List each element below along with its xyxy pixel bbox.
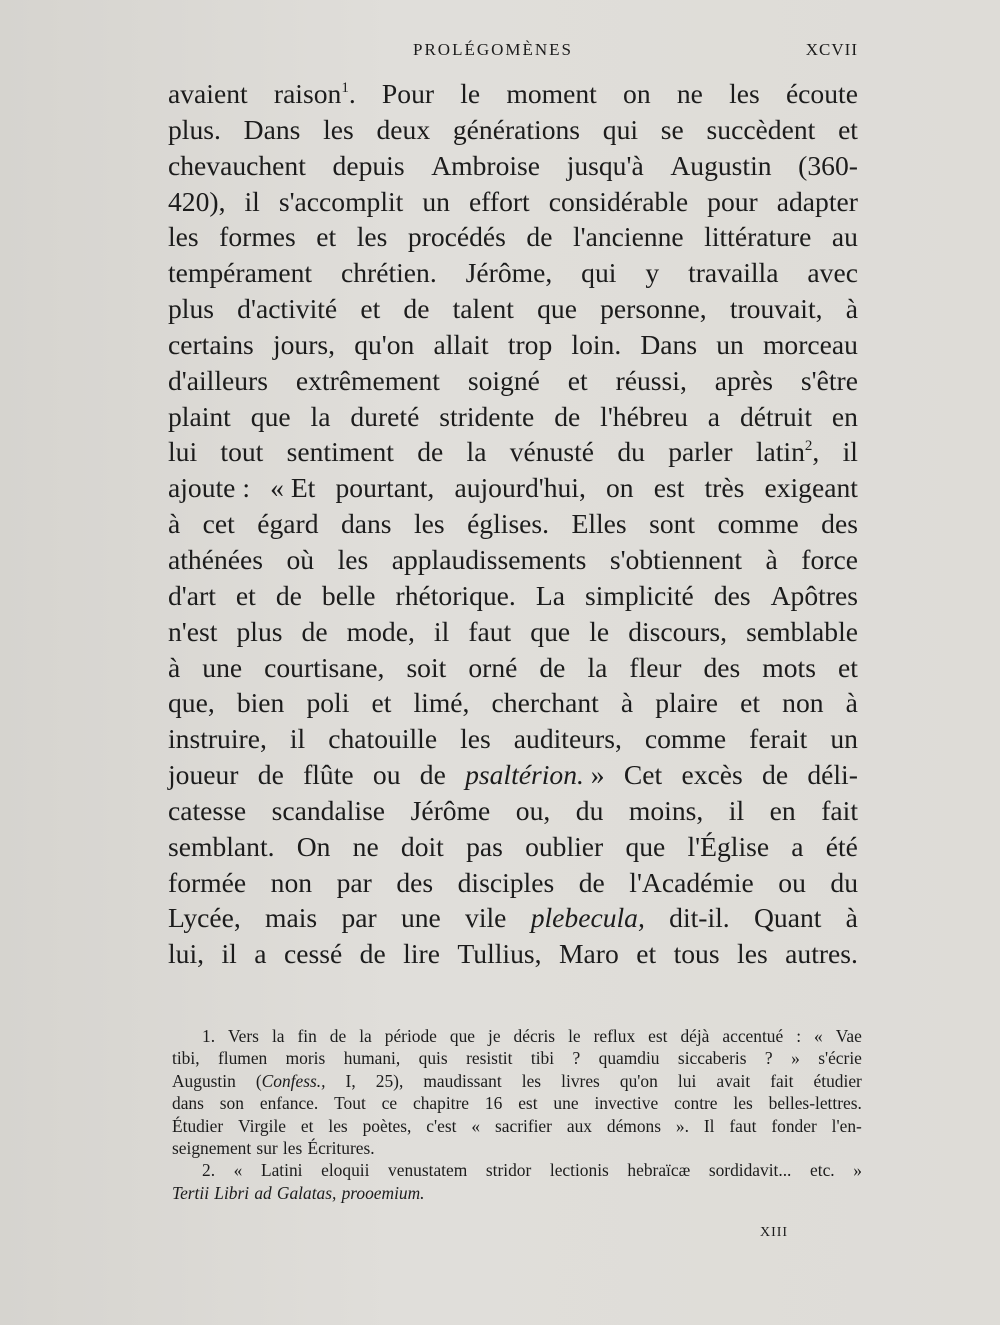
word: Pour <box>381 78 435 109</box>
word: en <box>831 400 858 432</box>
word: et <box>838 113 858 145</box>
text-line <box>168 829 858 865</box>
word: depuis <box>332 149 405 181</box>
word: pour <box>707 185 758 217</box>
word: oublier <box>525 830 604 862</box>
word: églises. <box>467 508 550 540</box>
word: belle <box>321 579 376 611</box>
word: de <box>539 651 566 683</box>
word: la <box>587 651 608 683</box>
word: à <box>845 687 858 719</box>
word: dans <box>340 508 392 540</box>
word: a <box>707 400 721 432</box>
word: ne <box>676 78 703 109</box>
word: mais <box>265 902 318 934</box>
word: dureté <box>350 400 420 432</box>
word: La <box>535 579 565 611</box>
text-line <box>168 900 858 936</box>
word: Jérôme <box>410 794 491 826</box>
word: formes <box>219 221 296 253</box>
word: que <box>530 615 571 647</box>
word: de <box>301 615 328 647</box>
word: trop <box>507 328 553 360</box>
word: exigeant <box>764 472 858 504</box>
word: le <box>460 78 481 109</box>
text-line <box>168 506 858 542</box>
word: Ambroise <box>431 149 541 181</box>
word: catesse <box>168 794 247 826</box>
word: les <box>337 543 369 575</box>
word: ou, <box>515 794 551 826</box>
word: vile <box>465 902 507 934</box>
word: à <box>845 293 858 325</box>
word: parler <box>668 436 733 468</box>
word: Dans <box>640 328 698 360</box>
word: écoute <box>785 78 858 109</box>
word: où <box>286 543 315 575</box>
word: que <box>625 830 666 862</box>
word: il <box>289 723 306 755</box>
word: jours, <box>272 328 336 360</box>
word: de <box>578 866 605 898</box>
word: a <box>791 830 804 862</box>
word: et <box>837 651 858 683</box>
text-line <box>168 578 858 614</box>
word: les <box>460 723 491 755</box>
main-text <box>168 76 858 972</box>
word: « Et <box>270 472 316 504</box>
word: bien <box>236 687 285 719</box>
word: n'est <box>168 615 218 647</box>
word: au <box>831 221 858 253</box>
word: lire <box>403 938 440 970</box>
word: la <box>310 400 331 432</box>
word: s'obtiennent <box>609 543 743 575</box>
word: il <box>728 794 745 826</box>
word: des <box>396 866 434 898</box>
word: déli- <box>807 759 858 791</box>
text-line <box>168 685 858 721</box>
word: courtisane, <box>264 651 385 683</box>
word: est <box>653 472 685 504</box>
word: semblable <box>746 615 858 647</box>
word: athénées <box>168 543 263 575</box>
word: les <box>168 221 199 253</box>
word: de <box>403 293 430 325</box>
word: à <box>168 508 181 540</box>
word: du <box>617 436 645 468</box>
word: se <box>660 113 684 145</box>
footnote-line: tibi, flumen moris humani, quis resistit tibi ? quamdiu siccaberis ? » s'écrie <box>172 1048 862 1069</box>
word: à <box>168 651 181 683</box>
text-line <box>168 399 858 435</box>
word: rhétorique. <box>395 579 516 611</box>
word: aujourd'hui, <box>454 472 586 504</box>
word: d'ailleurs <box>168 364 268 396</box>
word: orné <box>468 651 518 683</box>
word: égard <box>257 508 319 540</box>
word: il <box>433 615 450 647</box>
word: fleur <box>629 651 682 683</box>
word: lui, <box>168 938 205 970</box>
word: Augustin <box>670 149 772 181</box>
word: que <box>537 293 577 325</box>
word: travailla <box>688 257 779 289</box>
word: soit <box>406 651 447 683</box>
word: une <box>202 651 243 683</box>
word: jusqu'à <box>566 149 644 181</box>
text-line <box>168 184 858 220</box>
footnotes <box>172 1025 862 1204</box>
signature-mark: XIII <box>760 1225 789 1240</box>
text-line <box>168 327 858 363</box>
footnote-line: Tertii Libri ad Galatas, prooemium. <box>172 1182 425 1203</box>
text-line <box>168 542 858 578</box>
text-line <box>168 936 858 972</box>
word: on <box>623 78 651 109</box>
word: cessé <box>283 938 343 970</box>
running-head <box>168 40 858 64</box>
word: d'activité <box>237 293 338 325</box>
word: poli <box>306 687 350 719</box>
word: et <box>360 293 381 325</box>
footnote-line: Augustin (Confess., I, 25), maudissant les livres qu'on lui avait fait étudier <box>172 1070 862 1091</box>
word: a <box>254 938 267 970</box>
word: lui <box>168 436 198 468</box>
word: Quant <box>753 902 822 934</box>
word: les <box>729 78 760 109</box>
word: deux <box>376 113 431 145</box>
word: Apôtres <box>770 579 858 611</box>
word: faut <box>468 615 512 647</box>
word: effort <box>468 185 530 217</box>
word: et <box>371 687 392 719</box>
text-line <box>168 470 858 506</box>
word: allait <box>433 328 489 360</box>
text-line <box>168 112 858 148</box>
word: auditeurs, <box>513 723 622 755</box>
word: des <box>713 579 751 611</box>
word: Cet <box>623 759 663 791</box>
word: il <box>244 185 260 217</box>
word: Maro <box>558 938 619 970</box>
word: ou <box>372 759 401 791</box>
word: pourtant, <box>335 472 435 504</box>
text-line <box>168 76 858 112</box>
word: morceau <box>762 328 858 360</box>
word: limé, <box>413 687 470 719</box>
running-title: PROLÉGOMÈNES <box>413 40 574 59</box>
footnote-line: Étudier Virgile et les poètes, c'est « sacrifier aux démons ». Il faut fonder l'en- <box>172 1115 862 1136</box>
word: applaudissements <box>391 543 587 575</box>
word: et <box>567 364 588 396</box>
text-line <box>168 757 858 793</box>
word: plaire <box>655 687 719 719</box>
word: excès <box>681 759 743 791</box>
word: psaltérion. » <box>465 759 605 791</box>
word: Dans <box>243 113 301 145</box>
word: qu'on <box>354 328 415 360</box>
footnote-line: 1. Vers la fin de la période que je décris le reflux est déjà accentué : « Vae <box>202 1026 862 1046</box>
word: moins, <box>628 794 704 826</box>
word: trouvait, <box>729 293 823 325</box>
word: pas <box>466 830 503 862</box>
word: ferait <box>749 723 808 755</box>
word: plaint <box>168 400 231 432</box>
word: formée <box>168 866 247 898</box>
text-line <box>168 793 858 829</box>
word: adapter <box>776 185 858 217</box>
footnote-line: seignement sur les Écritures. <box>172 1137 375 1158</box>
word: moment <box>506 78 597 109</box>
word: de <box>762 759 789 791</box>
word: après <box>714 364 773 396</box>
word: loin. <box>571 328 622 360</box>
word: mots <box>762 651 816 683</box>
word: l'hébreu <box>600 400 688 432</box>
word: mode, <box>346 615 415 647</box>
word: (360- <box>798 149 858 181</box>
word: plus <box>168 293 214 325</box>
word: il <box>842 436 858 468</box>
text-line <box>168 363 858 399</box>
word: scandalise <box>271 794 386 826</box>
word: dit-il. <box>669 902 730 934</box>
footnote-line: 2. « Latini eloquii venustatem stridor lectionis hebraïcæ sordidavit... etc. » <box>202 1160 862 1181</box>
word: ou <box>778 866 806 898</box>
word: d'art <box>168 579 216 611</box>
word: du <box>575 794 604 826</box>
word: les <box>737 938 768 970</box>
word: Jérôme, <box>465 257 553 289</box>
word: raison$^1$. <box>273 78 356 109</box>
word: fait <box>821 794 858 826</box>
word: sont <box>649 508 696 540</box>
word: latin$^2$, <box>755 436 820 468</box>
word: s'accomplit <box>278 185 404 217</box>
word: par <box>336 866 372 898</box>
word: comme <box>644 723 727 755</box>
word: l'Académie <box>629 866 754 898</box>
word: ajoute : <box>168 472 250 504</box>
word: procédés <box>407 221 506 253</box>
text-line <box>168 255 858 291</box>
word: Tullius, <box>457 938 542 970</box>
word: stridente <box>439 400 535 432</box>
word: et <box>316 221 337 253</box>
word: un <box>716 328 744 360</box>
word: disciples <box>457 866 555 898</box>
word: et <box>740 687 761 719</box>
word: tout <box>220 436 264 468</box>
word: un <box>830 723 858 755</box>
word: les <box>323 113 354 145</box>
word: flûte <box>303 759 354 791</box>
word: tempérament <box>168 257 313 289</box>
word: On <box>296 830 331 862</box>
word: que, <box>168 687 215 719</box>
word: plus. <box>168 113 221 145</box>
word: extrêmement <box>295 364 440 396</box>
word: à <box>845 902 858 934</box>
word: qui <box>581 257 617 289</box>
word: à <box>765 543 778 575</box>
word: en <box>769 794 796 826</box>
word: doit <box>400 830 444 862</box>
word: force <box>801 543 858 575</box>
word: par <box>341 902 377 934</box>
word: et <box>235 579 256 611</box>
word: succèdent <box>706 113 816 145</box>
word: discours, <box>628 615 728 647</box>
word: été <box>825 830 858 862</box>
word: 420), <box>168 185 226 217</box>
text-line <box>168 434 858 470</box>
word: l'ancienne <box>572 221 684 253</box>
word: de <box>275 579 302 611</box>
word: de <box>359 938 386 970</box>
text-line <box>168 650 858 686</box>
word: et <box>636 938 657 970</box>
text-line <box>168 865 858 901</box>
text-line <box>168 614 858 650</box>
word: soigné <box>467 364 540 396</box>
word: une <box>400 902 441 934</box>
page-number: XCVII <box>805 40 858 59</box>
word: avec <box>807 257 858 289</box>
word: de <box>526 221 553 253</box>
word: talent <box>452 293 514 325</box>
word: la <box>466 436 487 468</box>
word: de <box>554 400 581 432</box>
word: des <box>821 508 858 540</box>
word: l'Église <box>687 830 770 862</box>
word: plebecula, <box>530 902 645 934</box>
word: joueur <box>168 759 239 791</box>
word: Lycée, <box>168 902 241 934</box>
word: il <box>221 938 237 970</box>
word: cherchant <box>491 687 599 719</box>
text-line <box>168 291 858 327</box>
word: de <box>419 759 446 791</box>
word: instruire, <box>168 723 267 755</box>
word: très <box>704 472 745 504</box>
word: chevauchent <box>168 149 306 181</box>
word: vénusté <box>509 436 595 468</box>
word: cet <box>202 508 235 540</box>
word: certains <box>168 328 254 360</box>
word: le <box>589 615 610 647</box>
word: de <box>257 759 284 791</box>
word: y <box>645 257 660 289</box>
word: considérable <box>548 185 689 217</box>
word: chatouille <box>328 723 438 755</box>
word: semblant. <box>168 830 275 862</box>
word: générations <box>452 113 581 145</box>
text-line <box>168 148 858 184</box>
word: du <box>830 866 858 898</box>
word: qui <box>602 113 639 145</box>
word: détruit <box>739 400 812 432</box>
word: tous <box>673 938 720 970</box>
word: à <box>620 687 634 719</box>
word: littérature <box>704 221 812 253</box>
word: on <box>606 472 634 504</box>
word: comme <box>717 508 799 540</box>
word: plus <box>236 615 283 647</box>
word: personne, <box>600 293 707 325</box>
word: autres. <box>785 938 858 970</box>
text-line <box>168 219 858 255</box>
word: un <box>422 185 450 217</box>
word: non <box>782 687 824 719</box>
text-line <box>168 721 858 757</box>
word: que <box>250 400 291 432</box>
word: ne <box>352 830 379 862</box>
word: des <box>703 651 741 683</box>
word: les <box>356 221 388 253</box>
word: les <box>413 508 445 540</box>
word: chrétien. <box>340 257 437 289</box>
word: simplicité <box>584 579 694 611</box>
word: réussi, <box>615 364 687 396</box>
word: de <box>417 436 444 468</box>
word: avaient <box>168 78 248 109</box>
word: s'être <box>800 364 858 396</box>
word: sentiment <box>286 436 394 468</box>
word: Elles <box>571 508 627 540</box>
footnote-line: dans son enfance. Tout ce chapitre 16 est une invective contre les belles-lettres. <box>172 1093 862 1114</box>
word: non <box>270 866 313 898</box>
